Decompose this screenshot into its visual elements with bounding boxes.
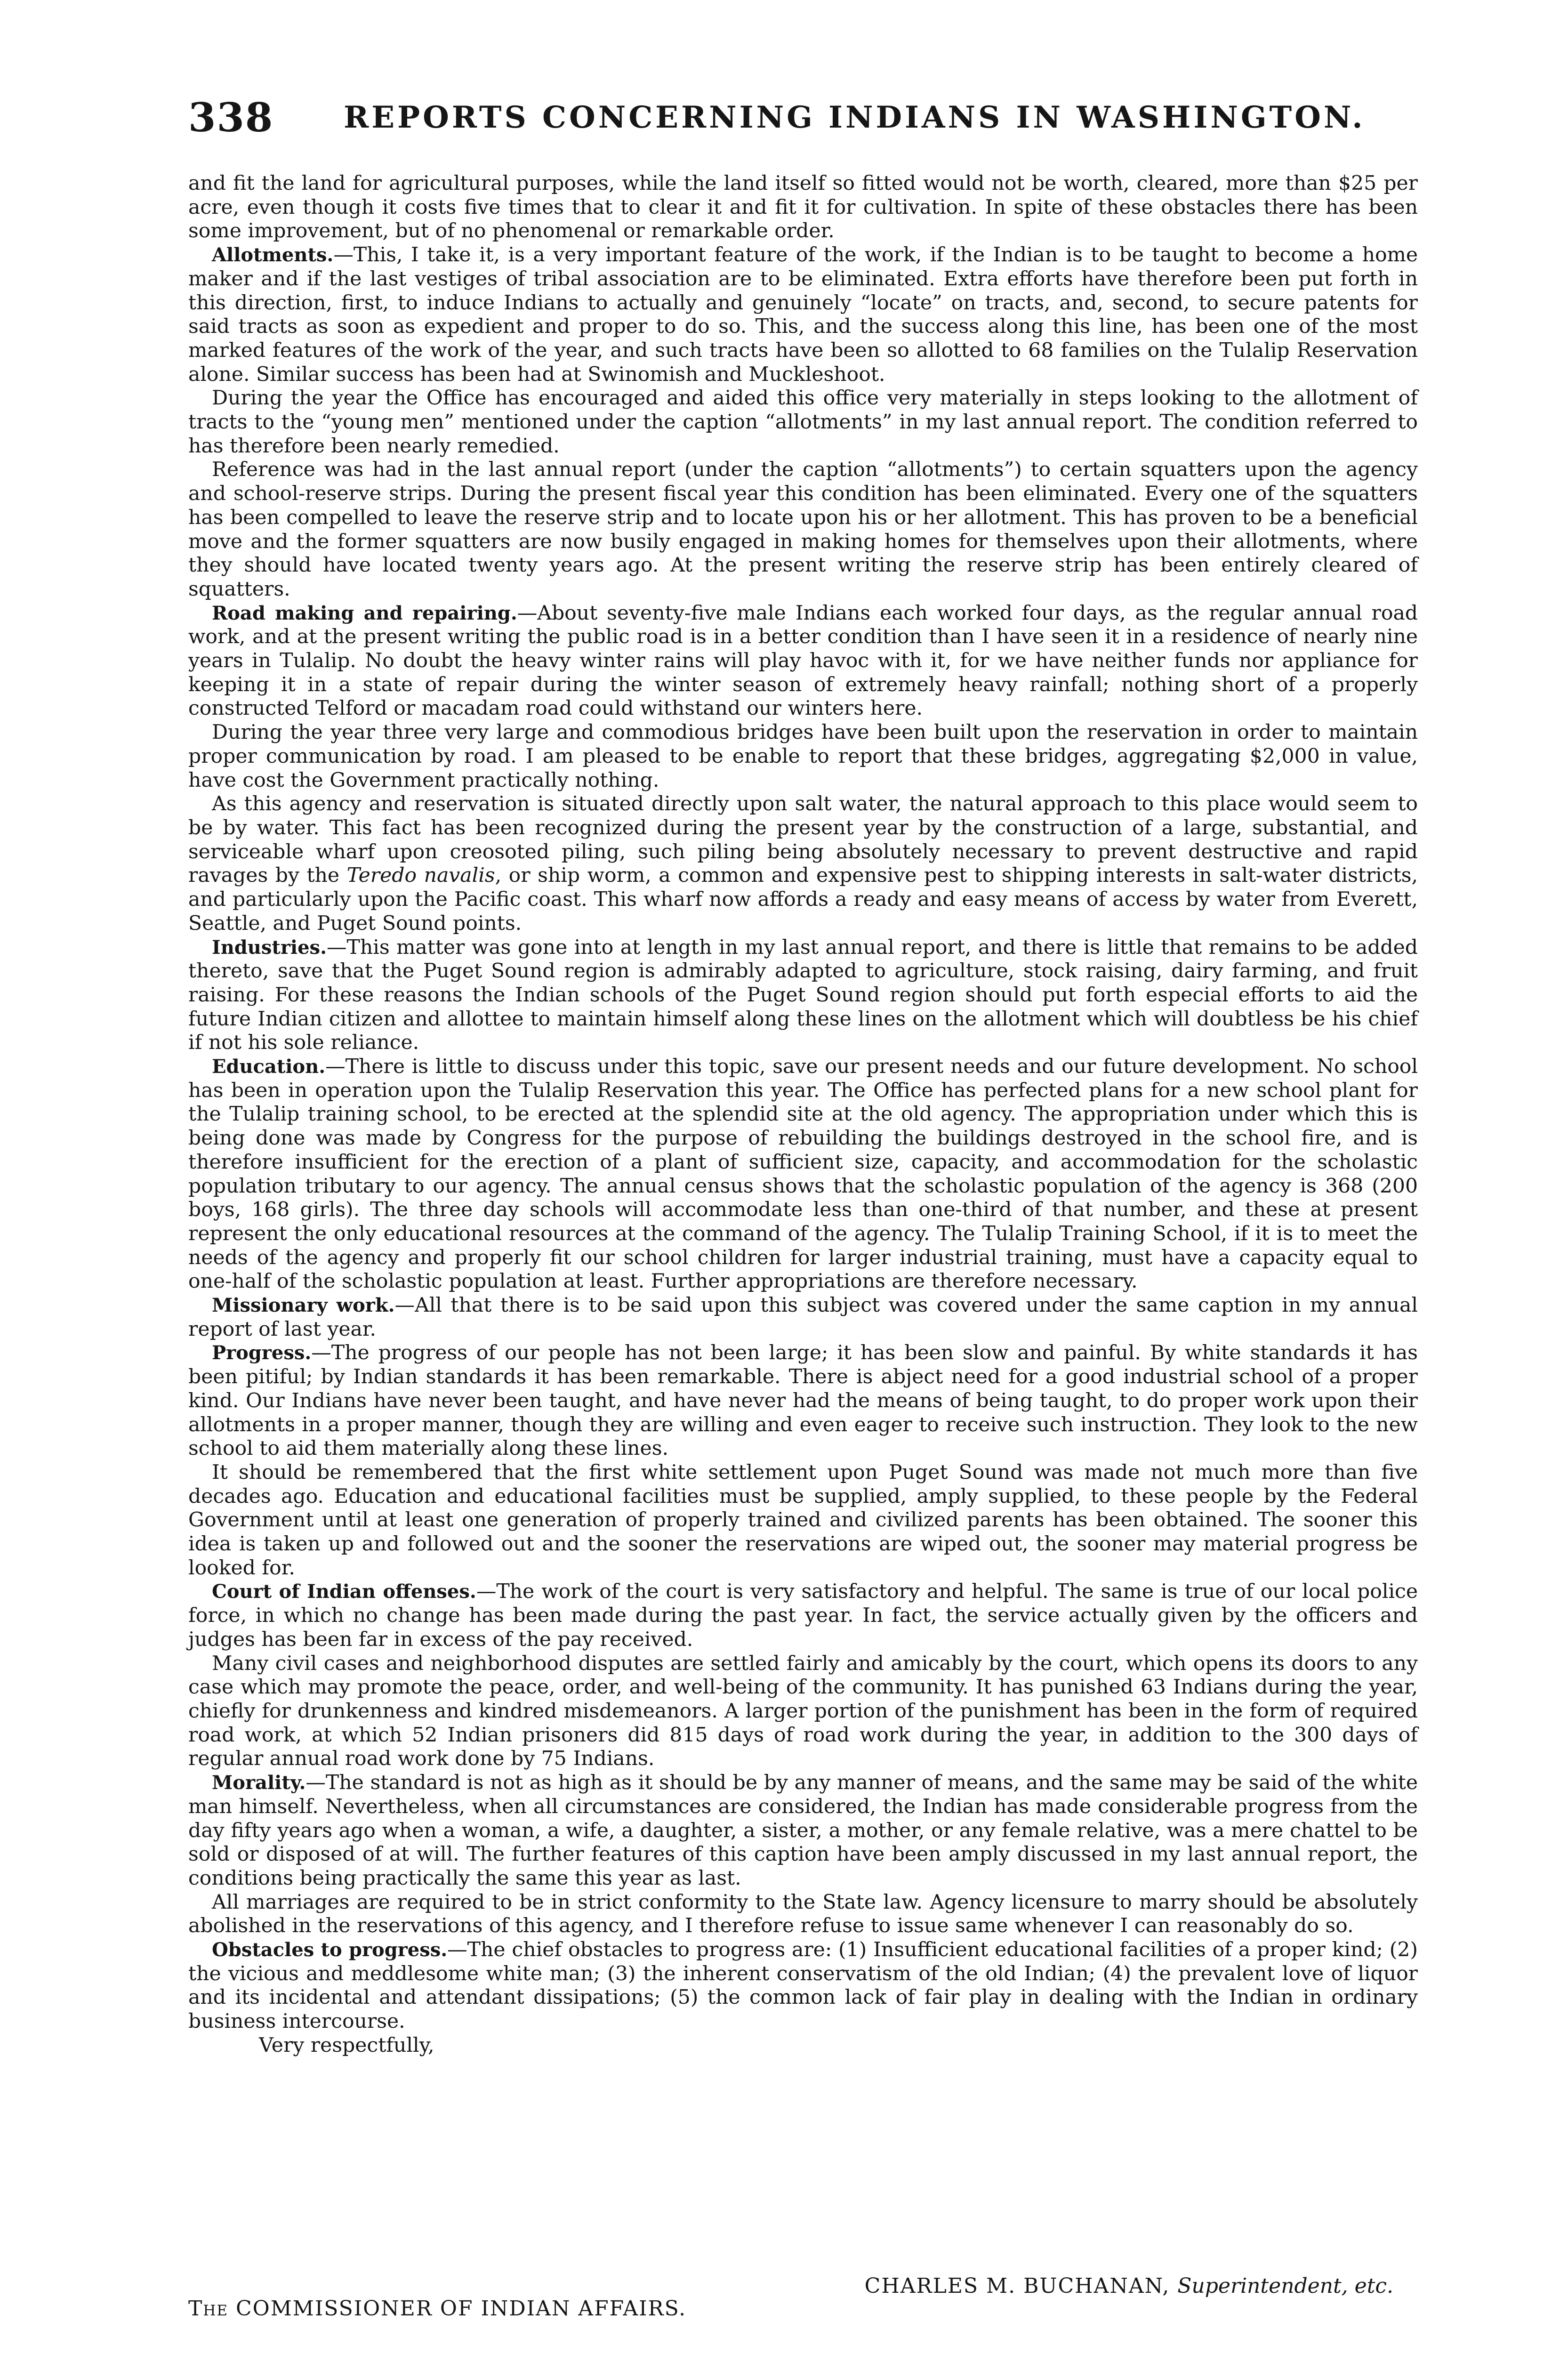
paragraph [188,602,1418,721]
paragraph-text: As this agency and reservation is situated directly upon salt water, the natural approach to this place would seem to be by water. This fact has been recognized during the present year by the construction of a large, substantial, and serviceable wharf upon creosoted piling, such piling being absolutely necessary to prevent destructive and rapid ravages by the Teredo navalis, or ship worm, a common and expensive pest to shipping interests in salt-water districts, and particularly upon the Pacific coast. This wharf now affords a ready and easy means of access by water from Everett, Seattle, and Puget Sound points. [188,792,1418,935]
section-heading: Allotments. [212,244,334,266]
section-heading: Morality. [212,1772,306,1794]
paragraph-text: —There is little to discuss under this topic, save our present needs and our future development. No school has been in operation upon the Tulalip Reservation this year. The Office has perfected plans for a new school plant for the Tulalip training school, to be erected at the splendid site at the old agency. The appropriation under which this is being done was made by Congress for the purpose of rebuilding the buildings destroyed in the school fire, and is therefore insufficient for the erection of a plant of sufficient size, capacity, and accommodation for the scholastic population tributary to our agency. The annual census shows that the scholastic population of the agency is 368 (200 boys, 168 girls). The three day schools will accommodate less than one-third of that number, and these at present represent the only educational resources at the command of the agency. The Tulalip Training School, if it is to meet the needs of the agency and properly fit our school children for larger industrial training, must have a capacity equal to one-half of the scholastic population at least. Further appropriations are therefore necessary. [188,1055,1418,1293]
section-heading: Industries. [212,936,327,959]
paragraph [188,1294,1418,1341]
paragraph-text: —The work of the court is very satisfactory and helpful. The same is true of our local police force, in which no change has been made during the past year. In fact, the service actually given by the officers and judges has been far in excess of the pay received. [188,1580,1418,1651]
paragraph-text: It should be remembered that the first white settlement upon Puget Sound was made not much more than five decades ago. Education and educational facilities must be supplied, amply supplied, to these people by the Federal Government until at least one generation of properly trained and civilized parents has been obtained. The sooner this idea is taken up and followed out and the sooner the reservations are wiped out, the sooner may material progress be looked for. [188,1460,1418,1580]
paragraph-text: —The progress of our people has not been large; it has been slow and painful. By white standards it has been pitiful; by Indian standards it has been remarkable. There is abject need for a good industrial school of a proper kind. Our Indians have never been taught, and have never had the means of being taught, to do proper work upon their allotments in a proper manner, though they are willing and even eager to receive such instruction. They look to the new school to aid them materially along these lines. [188,1341,1418,1460]
signature-title: Superintendent, etc. [1177,2274,1393,2298]
running-title: REPORTS CONCERNING INDIANS IN WASHINGTON. [344,100,1366,135]
section-heading: Education. [212,1056,326,1078]
paragraph [188,1055,1418,1294]
section-heading: Court of Indian offenses. [212,1580,476,1603]
closing-salutation: Very respectfully, [259,2033,434,2057]
paragraph-text: —This matter was gone into at length in my last annual report, and there is little that remains to be added thereto, save that the Puget Sound region is admirably adapted to agriculture, stock raising, dairy farming, and fruit raising. For these reasons the Indian schools of the Puget Sound region should put forth especial efforts to aid the future Indian citizen and allottee to maintain himself along these lines on the allotment which will doubtless be his chief if not his sole reliance. [188,935,1418,1055]
section-heading: Road making and repairing. [212,602,517,624]
paragraph-text: All marriages are required to be in strict conformity to the State law. Agency licensure to marry should be absolutely abolished in the reservations of this agency, and I therefore refuse to issue same whenever I can reasonably do so. [188,1890,1418,1938]
section-heading: Obstacles to progress. [212,1939,448,1961]
paragraph [188,1461,1418,1580]
paragraph [188,1341,1418,1461]
paragraph-text: —The standard is not as high as it should be by any manner of means, and the same may be said of the white man himself. Nevertheless, when all circumstances are considered, the Indian has made considerable progress from the day fifty years ago when a woman, a wife, a daughter, a sister, a mother, or any female relative, was a mere chattel to be sold or disposed of at will. The further features of this caption have been amply discussed in my last annual report, the conditions being practically the same this year as last. [188,1771,1418,1890]
paragraph-text: Many civil cases and neighborhood disputes are settled fairly and amicably by the court, which opens its doors to any case which may promote the peace, order, and well-being of the community. It has punished 63 Indians during the year, chiefly for drunkenness and kindred misdemeanors. A larger portion of the punishment has been in the form of required road work, at which 52 Indian prisoners did 815 days of road work during the year, in addition to the 300 days of regular annual road work done by 75 Indians. [188,1652,1418,1771]
letter-footer [188,2274,1393,2330]
paragraph-text: During the year the Office has encouraged and aided this office very materially in steps looking to the allotment of tracts to the “young men” mentioned under the caption “allotments” in my last annual report. The condition referred to has therefore been nearly remedied. [188,387,1418,458]
paragraph-text: —This, I take it, is a very important feature of the work, if the Indian is to be taught to become a home maker and if the last vestiges of tribal association are to be eliminated. Extra efforts have therefore been put forth in this direction, first, to induce Indians to actually and genuinely “locate” on tracts, and, second, to secure patents for said tracts as soon as expedient and proper to do so. This, and the success along this line, has been one of the most marked features of the work of the year, and such tracts have been so allotted to 68 families on the Tulalip Reservation alone. Similar success has been had at Swinomish and Muckleshoot. [188,243,1418,386]
signature [865,2274,1393,2298]
paragraph [188,1580,1418,1652]
paragraph-text: —The chief obstacles to progress are: (1) Insufficient educational facilities of a proper kind; (2) the vicious and meddlesome white man; (3) the inherent conservatism of the old Indian; (4) the prevalent love of liquor and its incidental and attendant dissipations; (5) the common lack of fair play in dealing with the Indian in ordinary business intercourse. [188,1938,1418,2033]
paragraph-text: —About seventy-five male Indians each worked four days, as the regular annual road work, and at the present writing the public road is in a better condition than I have seen it in a residence of nearly nine years in Tulalip. No doubt the heavy winter rains will play havoc with it, for we have neither funds nor appliance for keeping it in a state of repair during the winter season of extremely heavy rainfall; nothing short of a properly constructed Telford or macadam road could withstand our winters here. [188,601,1418,720]
paragraph [188,792,1418,935]
paragraph [188,936,1418,1056]
addressee: The COMMISSIONER OF INDIAN AFFAIRS. [188,2297,687,2321]
paragraph [188,1771,1418,1891]
section-heading: Progress. [212,1342,312,1364]
paragraph [188,387,1418,458]
paragraph [188,1652,1418,1772]
paragraph [188,1891,1418,1938]
paragraph [188,243,1418,387]
paragraph-text: and fit the land for agricultural purposes, while the land itself so fitted would not be worth, cleared, more than $25 per acre, even though it costs five times that to clear it and fit it for cultivation. In spite of these obstacles there has been some improvement, but of no phenomenal or remarkable order. [188,172,1418,243]
paragraph-text: —All that there is to be said upon this subject was covered under the same caption in my annual report of last year. [188,1294,1418,1341]
paragraph [188,721,1418,792]
paragraph [188,172,1418,243]
paragraph [188,458,1418,601]
report-body [188,172,1418,2058]
paragraph [188,1938,1418,2034]
paragraph-text: During the year three very large and commodious bridges have been built upon the reservation in order to maintain proper communication by road. I am pleased to be enable to report that these bridges, aggregating $2,000 in value, have cost the Government practically nothing. [188,721,1418,792]
section-heading: Missionary work. [212,1294,395,1317]
page-header [188,94,1412,141]
page-number: 338 [188,94,274,141]
signature-name: CHARLES M. BUCHANAN, [864,2274,1170,2298]
paragraph-text: Reference was had in the last annual report (under the caption “allotments”) to certain squatters upon the agency and school-reserve strips. During the present fiscal year this condition has been eliminated. Every one of the squatters has been compelled to leave the reserve strip and to locate upon his or her allotment. This has proven to be a beneficial move and the former squatters are now busily engaged in making homes for themselves upon their allotments, where they should have located twenty years ago. At the present writing the reserve strip has been entirely cleared of squatters. [188,458,1418,601]
